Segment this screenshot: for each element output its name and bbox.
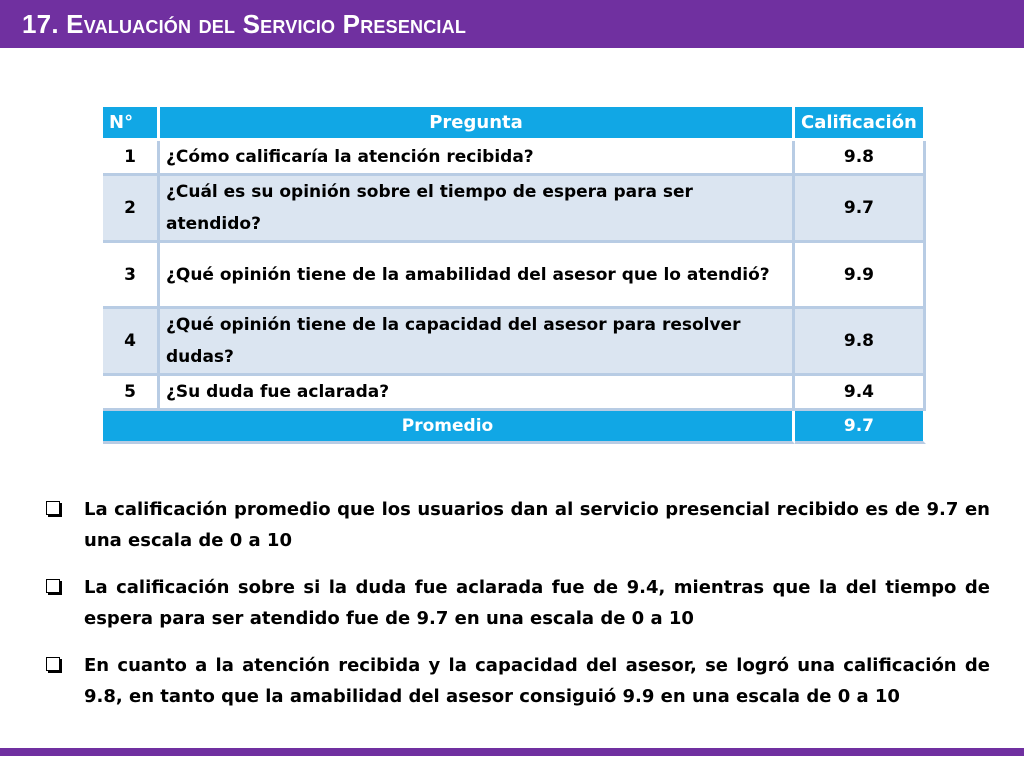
table-row: [103, 176, 926, 243]
row-question: ¿Qué opinión tiene de la capacidad del asesor para resolver dudas?: [160, 309, 795, 376]
row-number: 1: [103, 141, 160, 176]
table-row: [103, 243, 926, 309]
finding-item: [44, 572, 990, 634]
table-row: [103, 141, 926, 176]
average-label: Promedio: [103, 411, 795, 444]
finding-text: La calificación sobre si la duda fue aclarada fue de 9.4, mientras que la del tiempo de espera para ser atendido fue de 9.7 en una escala de 0 a 10: [84, 577, 990, 629]
row-question: ¿Su duda fue aclarada?: [160, 376, 795, 411]
findings-list: [44, 494, 990, 728]
row-score: 9.7: [795, 176, 926, 243]
finding-text: La calificación promedio que los usuarios dan al servicio presencial recibido es de 9.7 en una escala de 0 a 10: [84, 499, 990, 551]
row-score: 9.8: [795, 141, 926, 176]
average-value: 9.7: [795, 411, 926, 444]
row-number: 5: [103, 376, 160, 411]
row-score: 9.9: [795, 243, 926, 309]
table-row: [103, 309, 926, 376]
row-number: 3: [103, 243, 160, 309]
table-header-row: [103, 107, 926, 141]
table-row: [103, 376, 926, 411]
checkbox-bullet-icon: [46, 657, 60, 671]
row-score: 9.8: [795, 309, 926, 376]
average-row: [103, 411, 926, 444]
row-question: ¿Cuál es su opinión sobre el tiempo de espera para ser atendido?: [160, 176, 795, 243]
row-question: ¿Cómo calificaría la atención recibida?: [160, 141, 795, 176]
row-score: 9.4: [795, 376, 926, 411]
slide-title: 17. Evaluación del Servicio Presencial: [22, 9, 467, 39]
footer-bar: [0, 748, 1024, 756]
finding-item: [44, 494, 990, 556]
row-question: ¿Qué opinión tiene de la amabilidad del asesor que lo atendió?: [160, 243, 795, 309]
evaluation-table: [103, 107, 926, 444]
row-number: 2: [103, 176, 160, 243]
row-number: 4: [103, 309, 160, 376]
column-header-score: Calificación: [795, 107, 926, 141]
title-bar: [0, 0, 1024, 48]
column-header-question: Pregunta: [160, 107, 795, 141]
finding-text: En cuanto a la atención recibida y la capacidad del asesor, se logró una calificación de 9.8, en tanto que la amabilidad del asesor consiguió 9.9 en una escala de 0 a 10: [84, 655, 990, 707]
checkbox-bullet-icon: [46, 501, 60, 515]
finding-item: [44, 650, 990, 712]
column-header-number: N°: [103, 107, 160, 141]
checkbox-bullet-icon: [46, 579, 60, 593]
